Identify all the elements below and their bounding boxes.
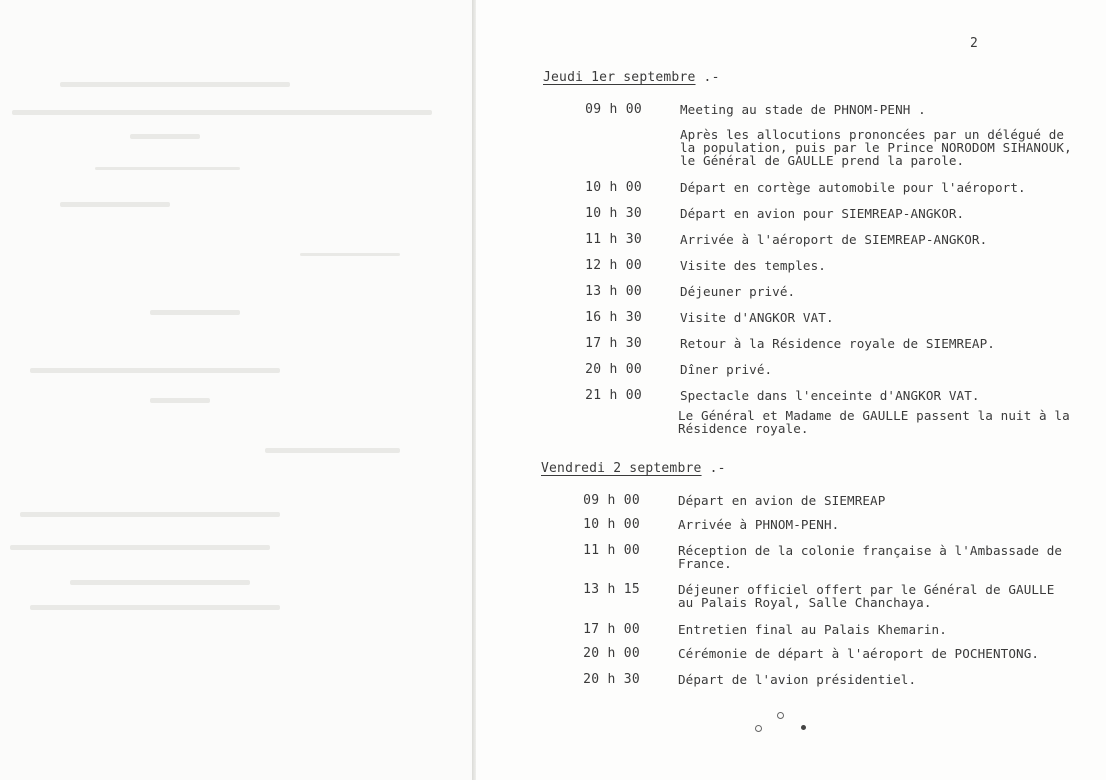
schedule-time: 10 h 30: [585, 206, 642, 221]
schedule-description: Entretien final au Palais Khemarin.: [678, 622, 947, 637]
schedule-time: 17 h 00: [583, 622, 640, 637]
schedule-description: Après les allocutions prononcées par un délégué de la population, puis par le Prince NORODOM SIHANOUK, le Général de GAULLE prend la parole.: [680, 127, 1072, 168]
schedule-time: 16 h 30: [585, 310, 642, 325]
show-through-text: [20, 512, 280, 517]
schedule-description: Départ de l'avion présidentiel.: [678, 672, 917, 687]
schedule-description: Déjeuner privé.: [680, 284, 796, 299]
show-through-text: [95, 167, 240, 170]
show-through-text: [10, 545, 270, 550]
schedule-time: 10 h 00: [583, 517, 640, 532]
show-through-text: [300, 253, 400, 256]
show-through-text: [60, 202, 170, 207]
show-through-text: [30, 368, 280, 373]
day-heading-suffix: .-: [701, 461, 726, 476]
show-through-text: [70, 580, 250, 585]
schedule-time: 10 h 00: [585, 180, 642, 195]
schedule-time: 20 h 00: [585, 362, 642, 377]
schedule-time: 20 h 00: [583, 646, 640, 661]
schedule-description: Visite d'ANGKOR VAT.: [680, 310, 834, 325]
show-through-text: [150, 398, 210, 403]
schedule-time: 09 h 00: [583, 493, 640, 508]
day-heading-label: Jeudi 1er septembre: [543, 70, 696, 85]
day-heading-suffix: .-: [695, 70, 720, 85]
left-page: [0, 0, 472, 780]
ornament-dot: [801, 725, 806, 730]
schedule-time: 20 h 30: [583, 672, 640, 687]
day-heading: [543, 70, 720, 85]
show-through-text: [30, 605, 280, 610]
page-number: 2: [970, 36, 978, 51]
day-heading: [541, 461, 726, 476]
show-through-text: [150, 310, 240, 315]
schedule-description: Visite des temples.: [680, 258, 826, 273]
ornament-dot: [777, 712, 784, 719]
schedule-time: 09 h 00: [585, 102, 642, 117]
schedule-time: 12 h 00: [585, 258, 642, 273]
schedule-description: Départ en avion de SIEMREAP: [678, 493, 886, 508]
day-heading-label: Vendredi 2 septembre: [541, 461, 702, 476]
schedule-time: 11 h 30: [585, 232, 642, 247]
schedule-description: Dîner privé.: [680, 362, 773, 377]
schedule-description: Cérémonie de départ à l'aéroport de POCHENTONG.: [678, 646, 1040, 661]
schedule-description: Le Général et Madame de GAULLE passent la nuit à la Résidence royale.: [678, 408, 1070, 436]
show-through-text: [60, 82, 290, 87]
show-through-text: [12, 110, 432, 115]
schedule-description: Arrivée à PHNOM-PENH.: [678, 517, 840, 532]
schedule-description: Départ en avion pour SIEMREAP-ANGKOR.: [680, 206, 965, 221]
show-through-text: [130, 134, 200, 139]
show-through-text: [265, 448, 400, 453]
schedule-description: Meeting au stade de PHNOM-PENH .: [680, 102, 926, 117]
schedule-description: Spectacle dans l'enceinte d'ANGKOR VAT.: [680, 388, 980, 403]
schedule-time: 13 h 00: [585, 284, 642, 299]
schedule-description: Départ en cortège automobile pour l'aéroport.: [680, 180, 1026, 195]
schedule-time: 17 h 30: [585, 336, 642, 351]
schedule-description: Réception de la colonie française à l'Ambassade de France.: [678, 543, 1063, 571]
ornament-dot: [755, 725, 762, 732]
schedule-description: Arrivée à l'aéroport de SIEMREAP-ANGKOR.: [680, 232, 988, 247]
schedule-time: 11 h 00: [583, 543, 640, 558]
schedule-description: Retour à la Résidence royale de SIEMREAP.: [680, 336, 995, 351]
schedule-time: 21 h 00: [585, 388, 642, 403]
schedule-description: Déjeuner officiel offert par le Général de GAULLE au Palais Royal, Salle Chanchaya.: [678, 582, 1055, 610]
schedule-time: 13 h 15: [583, 582, 640, 597]
